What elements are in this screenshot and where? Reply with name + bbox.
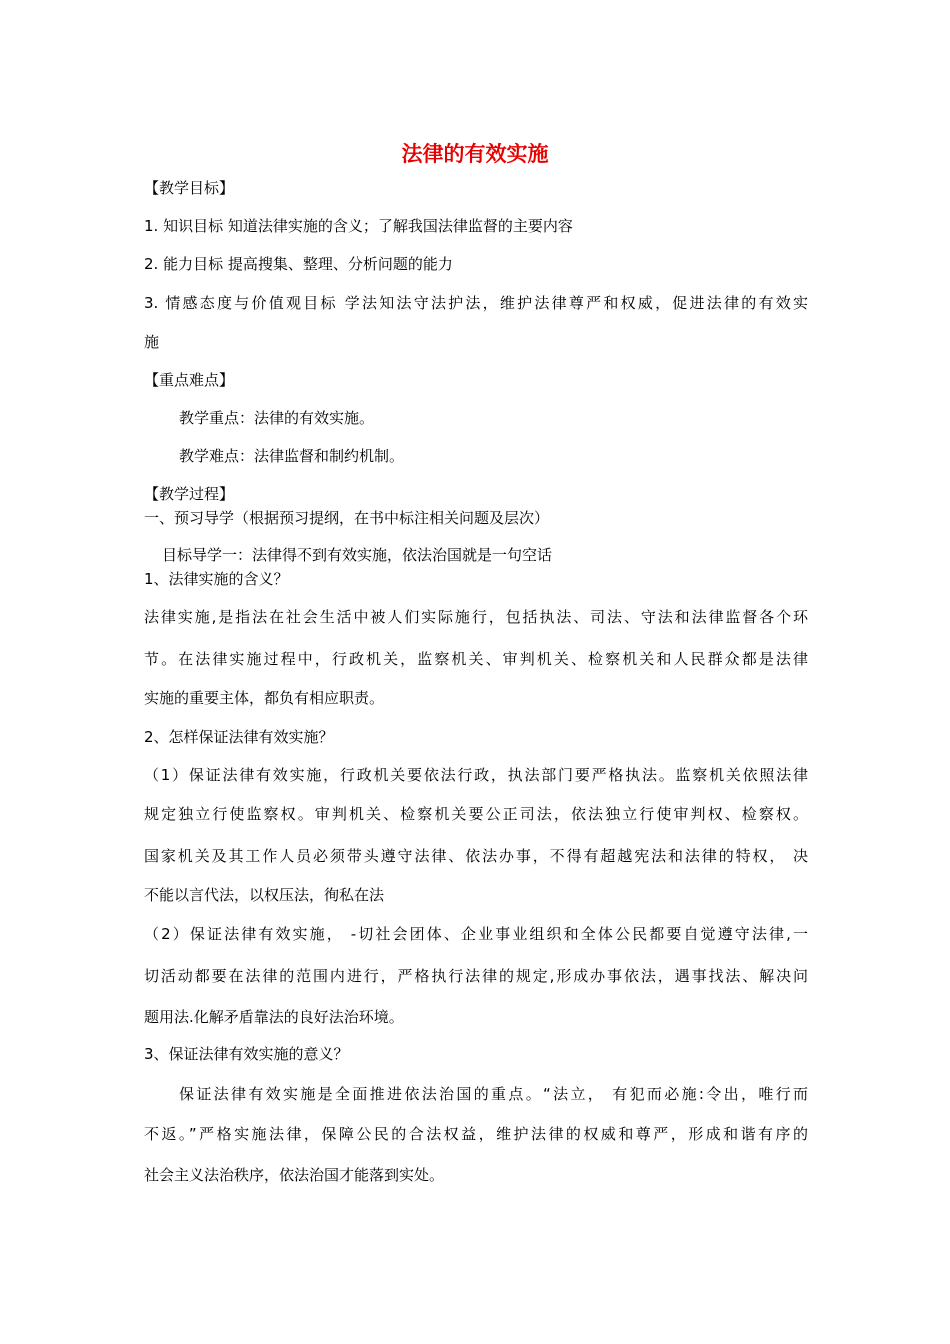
answer-2-1-line-2: 规定独立行使监察权。审判机关、检察机关要公正司法，依法独立行使审判权、检察权。	[144, 805, 808, 823]
answer-2-2-line-3: 题用法.化解矛盾靠法的良好法治环境。	[144, 1008, 404, 1026]
question-2: 2、怎样保证法律有效实施？	[144, 728, 334, 746]
question-1: 1、法律实施的含义？	[144, 570, 289, 588]
key-point: 教学重点：法律的有效实施。	[179, 409, 375, 427]
answer-1-line-2: 节。在法律实施过程中，行政机关，监察机关、审判机关、检察机关和人民群众都是法律	[144, 650, 808, 668]
answer-3-line-1: 保证法律有效实施是全面推进依法治国的重点。“法立， 有犯而必施:令出，唯行而	[179, 1085, 808, 1103]
objective-ability: 2. 能力目标 提高搜集、整理、分析问题的能力	[144, 255, 453, 273]
answer-3-line-2: 不返。”严格实施法律，保障公民的合法权益，维护法律的权威和尊严，形成和谐有序的	[144, 1125, 808, 1143]
preview-guide: 一、预习导学（根据预习提纲，在书中标注相关问题及层次）	[144, 509, 550, 527]
question-3: 3、保证法律有效实施的意义？	[144, 1045, 349, 1063]
difficult-point: 教学难点：法律监督和制约机制。	[179, 447, 405, 465]
answer-2-1-line-3: 国家机关及其工作人员必须带头遵守法律、依法办事，不得有超越宪法和法律的特权， 决	[144, 847, 808, 865]
answer-2-1-line-4: 不能以言代法，以权压法，徇私在法	[144, 886, 385, 904]
goal-guide-one: 目标导学一：法律得不到有效实施，依法治国就是一句空话	[162, 546, 553, 564]
answer-2-2-line-1: （2）保证法律有效实施， -切社会团体、企业事业组织和全体公民都要自觉遵守法律,一	[144, 925, 808, 943]
section-heading-objectives: 【教学目标】	[144, 179, 235, 197]
answer-2-1-line-1: （1）保证法律有效实施，行政机关要依法行政，执法部门要严格执法。监察机关依照法律	[144, 766, 808, 784]
answer-3-line-3: 社会主义法治秩序，依法治国才能落到实处。	[144, 1166, 445, 1184]
answer-1-line-1: 法律实施,是指法在社会生活中被人们实际施行，包括执法、司法、守法和法律监督各个环	[144, 608, 808, 626]
section-heading-keypoints: 【重点难点】	[144, 371, 235, 389]
section-heading-process: 【教学过程】	[144, 485, 235, 503]
objective-knowledge: 1. 知识目标 知道法律实施的含义；了解我国法律监督的主要内容	[144, 217, 573, 235]
answer-1-line-3: 实施的重要主体，都负有相应职责。	[144, 689, 385, 707]
objective-values: 3. 情感态度与价值观目标 学法知法守法护法，维护法律尊严和权威，促进法律的有效实	[144, 294, 808, 312]
answer-2-2-line-2: 切活动都要在法律的范围内进行，严格执行法律的规定,形成办事依法，遇事找法、解决问	[144, 967, 808, 985]
document-title: 法律的有效实施	[401, 142, 549, 166]
objective-values-cont: 施	[144, 333, 160, 351]
